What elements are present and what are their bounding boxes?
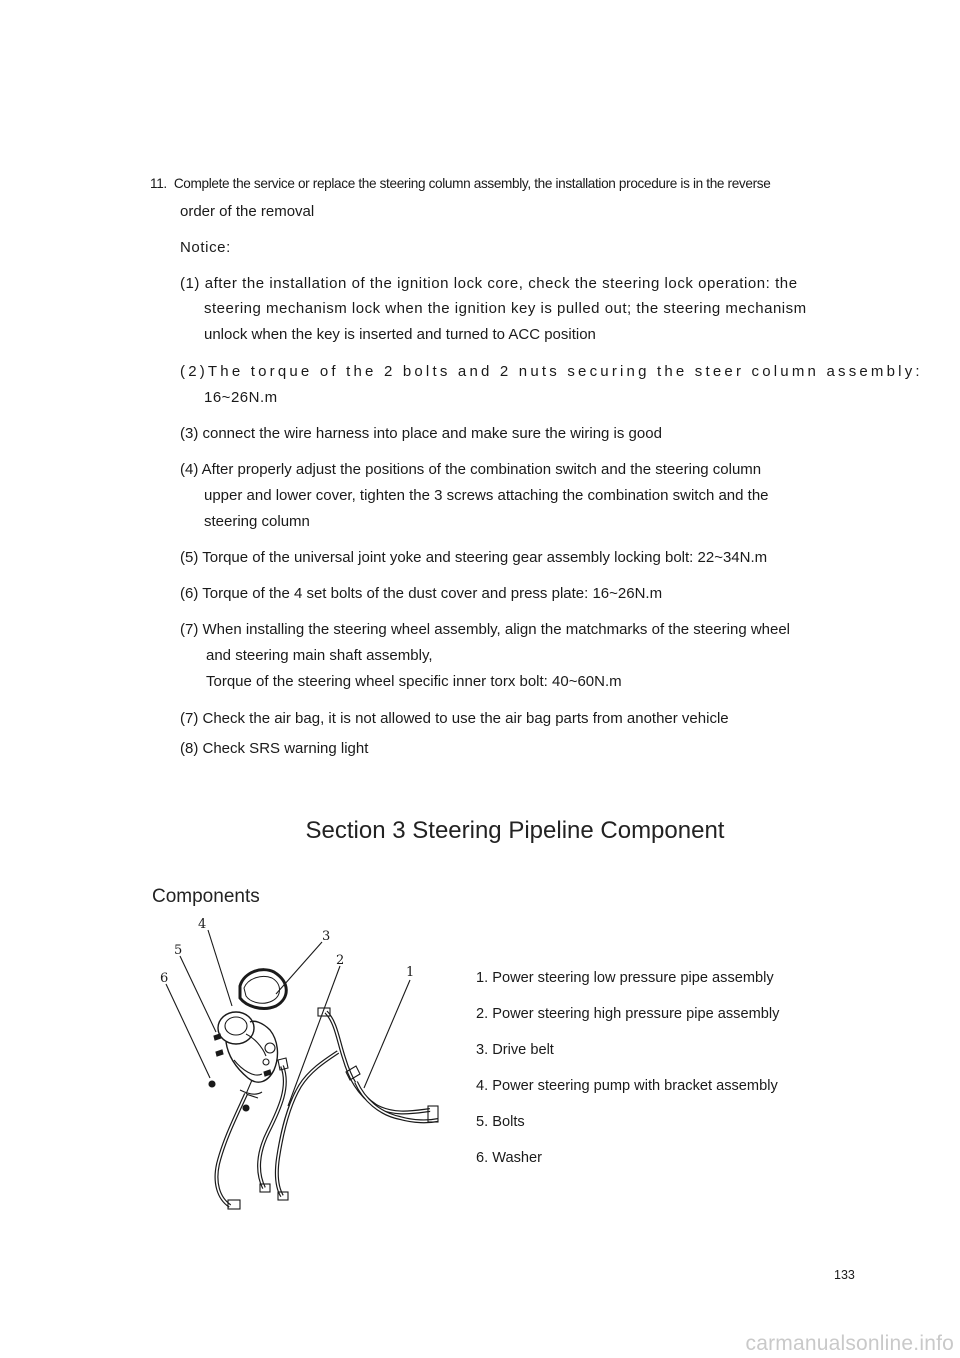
note-7-line-3: Torque of the steering wheel specific inner torx bolt: 40~60N.m — [206, 673, 622, 690]
note-7-line-1: (7) When installing the steering wheel assembly, align the matchmarks of the steering wheel — [180, 621, 791, 638]
callout-4: 4 — [198, 917, 207, 932]
note-2-line-2: 16~26N.m — [204, 389, 278, 406]
leader-line-2 — [288, 966, 340, 1106]
watermark: carmanualsonline.info — [745, 1332, 954, 1355]
legend-item-3: 3. Drive belt — [476, 1042, 554, 1058]
note-2-line-1: (2)The torque of the 2 bolts and 2 nuts securing the steer column assembly: — [180, 363, 923, 380]
note-4-line-1: (4) After properly adjust the positions of the combination switch and the steering column — [180, 461, 762, 478]
note-8-line-1: (8) Check SRS warning light — [180, 740, 369, 757]
note-7-line-2: and steering main shaft assembly, — [206, 647, 433, 664]
leader-line-1 — [364, 980, 410, 1088]
steering-pipeline-diagram — [150, 910, 450, 1220]
note-1-line-1: (1) after the installation of the ignition lock core, check the steering lock operation: the — [180, 275, 798, 292]
callout-5: 5 — [174, 943, 183, 958]
note-3-line-1: (3) connect the wire harness into place and make sure the wiring is good — [180, 425, 662, 442]
note-6-line-1: (6) Torque of the 4 set bolts of the dust cover and press plate: 16~26N.m — [180, 585, 663, 602]
leader-line-3 — [276, 942, 322, 994]
step-11-line-1 — [150, 176, 770, 191]
section-title: Section 3 Steering Pipeline Component — [305, 817, 725, 844]
callout-6: 6 — [160, 971, 169, 986]
page-number: 133 — [834, 1268, 855, 1282]
legend-item-1: 1. Power steering low pressure pipe assembly — [476, 970, 774, 986]
callout-3: 3 — [322, 929, 331, 944]
legend-item-4: 4. Power steering pump with bracket assembly — [476, 1078, 778, 1094]
step-11-text: Complete the service or replace the steering column assembly, the installation procedure is in the reverse — [173, 176, 771, 191]
components-heading: Components — [152, 886, 260, 907]
step-11-line-2: order of the removal — [180, 203, 315, 220]
legend-item-2: 2. Power steering high pressure pipe assembly — [476, 1006, 780, 1022]
leader-line-4 — [208, 930, 232, 1006]
power-steering-pump — [218, 1012, 277, 1098]
note-4-line-2: upper and lower cover, tighten the 3 screws attaching the combination switch and the — [204, 487, 769, 504]
leader-line-5 — [180, 956, 216, 1032]
low-pressure-pipe-left — [217, 1094, 247, 1209]
bolts — [214, 1034, 271, 1076]
note-7b-line-1: (7) Check the air bag, it is not allowed to use the air bag parts from another vehicle — [180, 710, 729, 727]
note-1-line-3: unlock when the key is inserted and turned to ACC position — [204, 326, 596, 343]
note-1-line-2: steering mechanism lock when the ignition key is pulled out; the steering mechanism — [204, 300, 807, 317]
notice-label: Notice: — [180, 239, 231, 256]
step-number: 11. — [150, 176, 167, 191]
callout-1: 1 — [406, 965, 415, 980]
note-4-line-3: steering column — [204, 513, 310, 530]
leader-line-6 — [166, 984, 210, 1078]
drive-belt — [240, 970, 286, 1009]
legend-item-6: 6. Washer — [476, 1150, 542, 1166]
callout-2: 2 — [336, 953, 345, 968]
note-5-line-1: (5) Torque of the universal joint yoke and steering gear assembly locking bolt: 22~34N.m — [180, 549, 768, 566]
low-pressure-pipe — [318, 1008, 438, 1122]
legend-item-5: 5. Bolts — [476, 1114, 525, 1130]
